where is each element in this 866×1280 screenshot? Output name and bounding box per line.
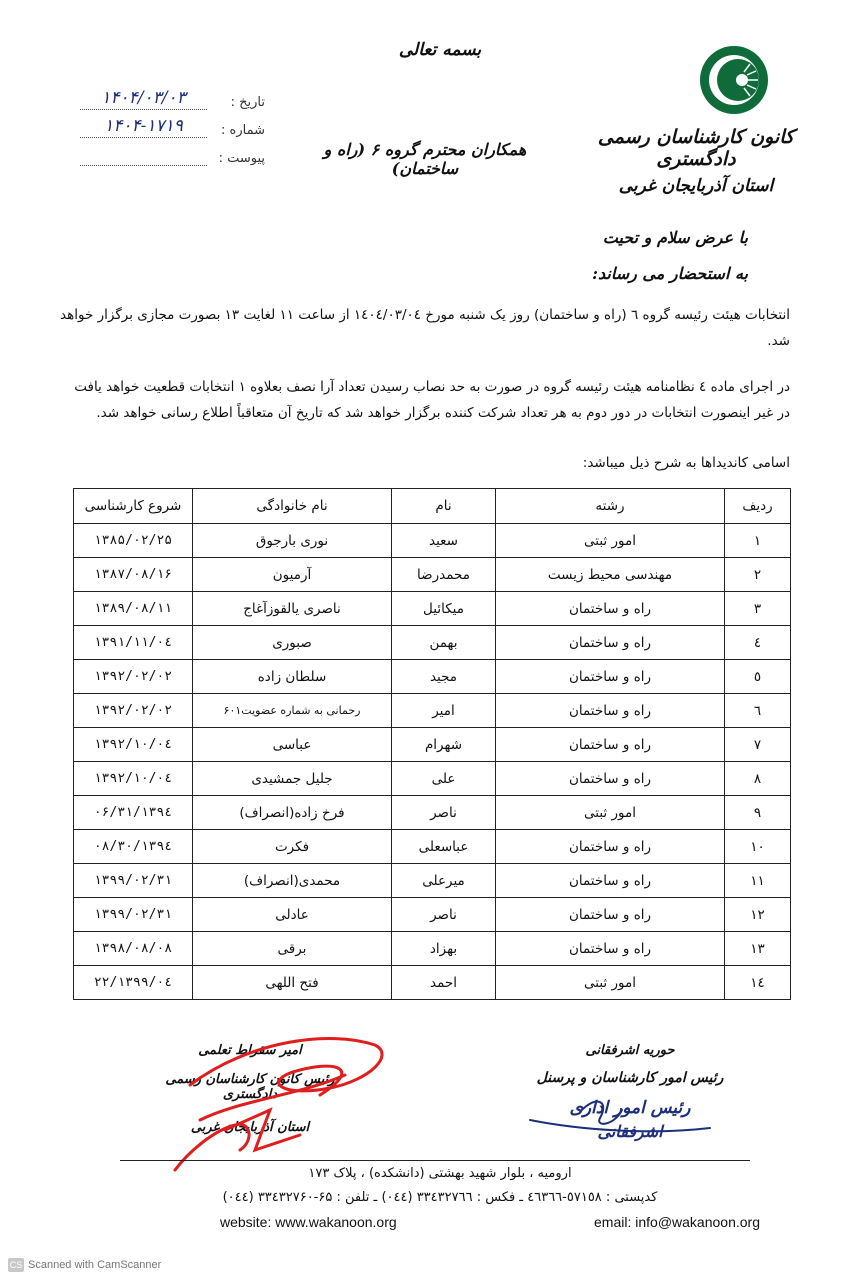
cell-start-date: ۱۳۸۹/۰۸/۱۱ [74, 592, 193, 626]
cell-last-name: فتح اللهی [193, 966, 392, 1000]
cell-last-name: ناصری یالقوزآغاج [193, 592, 392, 626]
intro-line: به استحضار می رساند: [592, 264, 748, 283]
cell-last-name: محمدی(انصراف) [193, 864, 392, 898]
table-row [74, 694, 791, 728]
cell-first-name: علی [392, 762, 496, 796]
paragraph-rules: در اجرای ماده ٤ نظامنامه هیئت رئیسه گروه در صورت به حد نصاب رسیدن تعداد آرا نصف بعلاوه ١ انتخابات قطعیت خواهد یافت در غیر اینصورت انتخابات در دور دوم به هر تعداد شرکت کننده برگزار خواهد شد که تاریخ آن متعاقباً اطلاع رسانی خواهد شد. [74, 379, 790, 421]
cell-first-name: عباسعلی [392, 830, 496, 864]
date-label: تاریخ : [230, 95, 265, 110]
number-label: شماره : [221, 123, 265, 138]
header-first-name: نام [392, 489, 496, 524]
cell-last-name: رحمانی به شماره عضویت۶۰۱ [193, 694, 392, 728]
cell-field: راه و ساختمان [496, 864, 725, 898]
cell-start-date: ۱۳۸۷/۰۸/۱۶ [74, 558, 193, 592]
attachment-row [80, 138, 265, 166]
signer-right-title: رئیس امور کارشناسان و پرسنل [536, 1070, 724, 1086]
basmala: بسمه تعالی [398, 40, 482, 60]
cell-first-name: شهرام [392, 728, 496, 762]
cell-last-name: فرخ زاده(انصراف) [193, 796, 392, 830]
cell-last-name: نوری بارجوق [193, 524, 392, 558]
signer-left-title2: استان آذربایجان غربی [190, 1120, 310, 1135]
cell-row-number: ۱ [725, 524, 791, 558]
cell-field: امور ثبتی [496, 524, 725, 558]
cell-last-name: برقی [193, 932, 392, 966]
cell-start-date: ۱۳۹٤/۰۸/۳۰ [74, 830, 193, 864]
cell-first-name: بهزاد [392, 932, 496, 966]
cell-row-number: ١٤ [725, 966, 791, 1000]
cell-row-number: ۱۲ [725, 898, 791, 932]
table-row [74, 558, 791, 592]
cell-start-date: ۱۳۹۹/۰۲/۳۱ [74, 898, 193, 932]
signature-block-right [530, 1043, 730, 1141]
camscanner-icon: CS [9, 1260, 23, 1270]
cell-field: راه و ساختمان [496, 932, 725, 966]
table-row [74, 660, 791, 694]
header-field: رشته [496, 489, 725, 524]
letter-meta [80, 82, 265, 166]
paragraph-election: انتخابات هیئت رئیسه گروه ٦ (راه و ساختمان) روز یک شنبه مورخ ١٤٠٤/٠٣/٠٤ از ساعت ١١ لغایت ١٣ بصورت مجازی برگزار خواهد شد. [60, 307, 790, 349]
cell-field: راه و ساختمان [496, 592, 725, 626]
cell-row-number: ۸ [725, 762, 791, 796]
cell-start-date: ۱۳۸۵/۰۲/۲۵ [74, 524, 193, 558]
cell-field: راه و ساختمان [496, 898, 725, 932]
organization-line1: کانون کارشناسان رسمی دادگستری [597, 126, 795, 170]
cell-field: مهندسی محیط زیست [496, 558, 725, 592]
cell-row-number: ٦ [725, 694, 791, 728]
cell-row-number: ۹ [725, 796, 791, 830]
signature-block-left [150, 1043, 350, 1135]
table-row [74, 796, 791, 830]
header-last-name: نام خانوادگی [193, 489, 392, 524]
number-value: ۱۴۰۴-۱۷۱۹ [80, 116, 207, 138]
cell-last-name: سلطان زاده [193, 660, 392, 694]
header-start-date: شروع کارشناسی [74, 489, 193, 524]
signer-left-title1: رئیس کانون کارشناسان رسمی دادگستری [165, 1072, 335, 1102]
candidates-list-title: اسامی کاندیداها به شرح ذیل میباشد: [582, 455, 790, 471]
cell-row-number: ۱۱ [725, 864, 791, 898]
footer-address: ارومیه ، بلوار شهید بهشتی (دانشکده) ، پلاک ۱۷۳ [308, 1166, 572, 1181]
table-row [74, 898, 791, 932]
organization-name [566, 126, 826, 196]
organization-line2: استان آذربایجان غربی [618, 176, 774, 196]
signer-left-name: امیر سقراط تعلمی [198, 1043, 302, 1058]
attachment-value [80, 164, 207, 166]
cell-field: راه و ساختمان [496, 728, 725, 762]
cell-last-name: فکرت [193, 830, 392, 864]
cell-first-name: میکائیل [392, 592, 496, 626]
cell-row-number: ۱۳ [725, 932, 791, 966]
cell-start-date: ۱۳۹٤/۰۶/۳۱ [74, 796, 193, 830]
cell-last-name: عادلی [193, 898, 392, 932]
cell-last-name: جلیل جمشیدی [193, 762, 392, 796]
cell-field: راه و ساختمان [496, 762, 725, 796]
cell-row-number: ٤ [725, 626, 791, 660]
footer-website-link[interactable]: website: www.wakanoon.org [220, 1214, 397, 1230]
signer-right-handwritten-name: اشرفقانی [597, 1122, 663, 1141]
scanner-text: Scanned with CamScanner [28, 1259, 162, 1271]
greeting: با عرض سلام و تحیت [602, 228, 748, 247]
cell-field: امور ثبتی [496, 796, 725, 830]
table-row [74, 762, 791, 796]
cell-first-name: محمدرضا [392, 558, 496, 592]
footer-web-row [220, 1214, 760, 1230]
signer-right-handwritten-title: رئیس امور اداری [569, 1098, 691, 1118]
cell-start-date: ۱۳۹۲/۱۰/۰٤ [74, 728, 193, 762]
addressee: همکاران محترم گروه ۶ (راه و ساختمان) [323, 140, 527, 178]
cell-field: راه و ساختمان [496, 694, 725, 728]
candidates-table [73, 488, 791, 1000]
cell-row-number: ۲ [725, 558, 791, 592]
table-row [74, 864, 791, 898]
table-body [74, 524, 791, 1000]
cell-first-name: میرعلی [392, 864, 496, 898]
cell-last-name: آرمیون [193, 558, 392, 592]
cell-row-number: ۷ [725, 728, 791, 762]
cell-start-date: ۱۳۹۹/۰۲/۳۱ [74, 864, 193, 898]
cell-field: امور ثبتی [496, 966, 725, 1000]
cell-row-number: ۳ [725, 592, 791, 626]
cell-start-date: ۱۳۹۱/۱۱/۰٤ [74, 626, 193, 660]
table-row [74, 524, 791, 558]
table-row [74, 966, 791, 1000]
cell-row-number: ۱۰ [725, 830, 791, 864]
attachment-label: پیوست : [218, 151, 265, 166]
cell-first-name: سعید [392, 524, 496, 558]
header-row-number: ردیف [725, 489, 791, 524]
organization-logo [698, 44, 770, 116]
cell-last-name: صبوری [193, 626, 392, 660]
signer-right-name: حوریه اشرفقانی [585, 1043, 675, 1058]
cell-start-date: ۱۳۹۲/۱۰/۰٤ [74, 762, 193, 796]
date-row [80, 82, 265, 110]
cell-first-name: ناصر [392, 796, 496, 830]
cell-field: راه و ساختمان [496, 830, 725, 864]
table-row [74, 932, 791, 966]
footer-divider [120, 1160, 750, 1161]
table-header-row [74, 489, 791, 524]
cell-field: راه و ساختمان [496, 626, 725, 660]
number-row [80, 110, 265, 138]
cell-start-date: ۱۳۹۲/۰۲/۰۲ [74, 694, 193, 728]
table-row [74, 830, 791, 864]
cell-row-number: ٥ [725, 660, 791, 694]
table-row [74, 728, 791, 762]
footer-email-link[interactable]: email: info@wakanoon.org [594, 1214, 760, 1230]
cell-first-name: امیر [392, 694, 496, 728]
cell-start-date: ۱۳۹۸/۰۸/۰۸ [74, 932, 193, 966]
date-value: ۱۴۰۴/۰۳/۰۳ [80, 88, 207, 110]
footer-contact: کدپستی : ٥٧١٥٨-٤٦٣٦٦ ـ فکس : ۳۳٤۳۲۷٦٦ (۰٤٤) ـ تلفن : ۶۵-۳۳٤۳۲۷۶۰ (۰٤٤) [222, 1190, 658, 1205]
cell-last-name: عباسی [193, 728, 392, 762]
table-row [74, 592, 791, 626]
table-row [74, 626, 791, 660]
cell-first-name: مجید [392, 660, 496, 694]
cell-first-name: ناصر [392, 898, 496, 932]
scanner-watermark [8, 1258, 161, 1272]
cell-start-date: ۱۳۹۹/۰٤/۲۲ [74, 966, 193, 1000]
cell-first-name: احمد [392, 966, 496, 1000]
cell-field: راه و ساختمان [496, 660, 725, 694]
cell-start-date: ۱۳۹۲/۰۲/۰۲ [74, 660, 193, 694]
cell-first-name: بهمن [392, 626, 496, 660]
